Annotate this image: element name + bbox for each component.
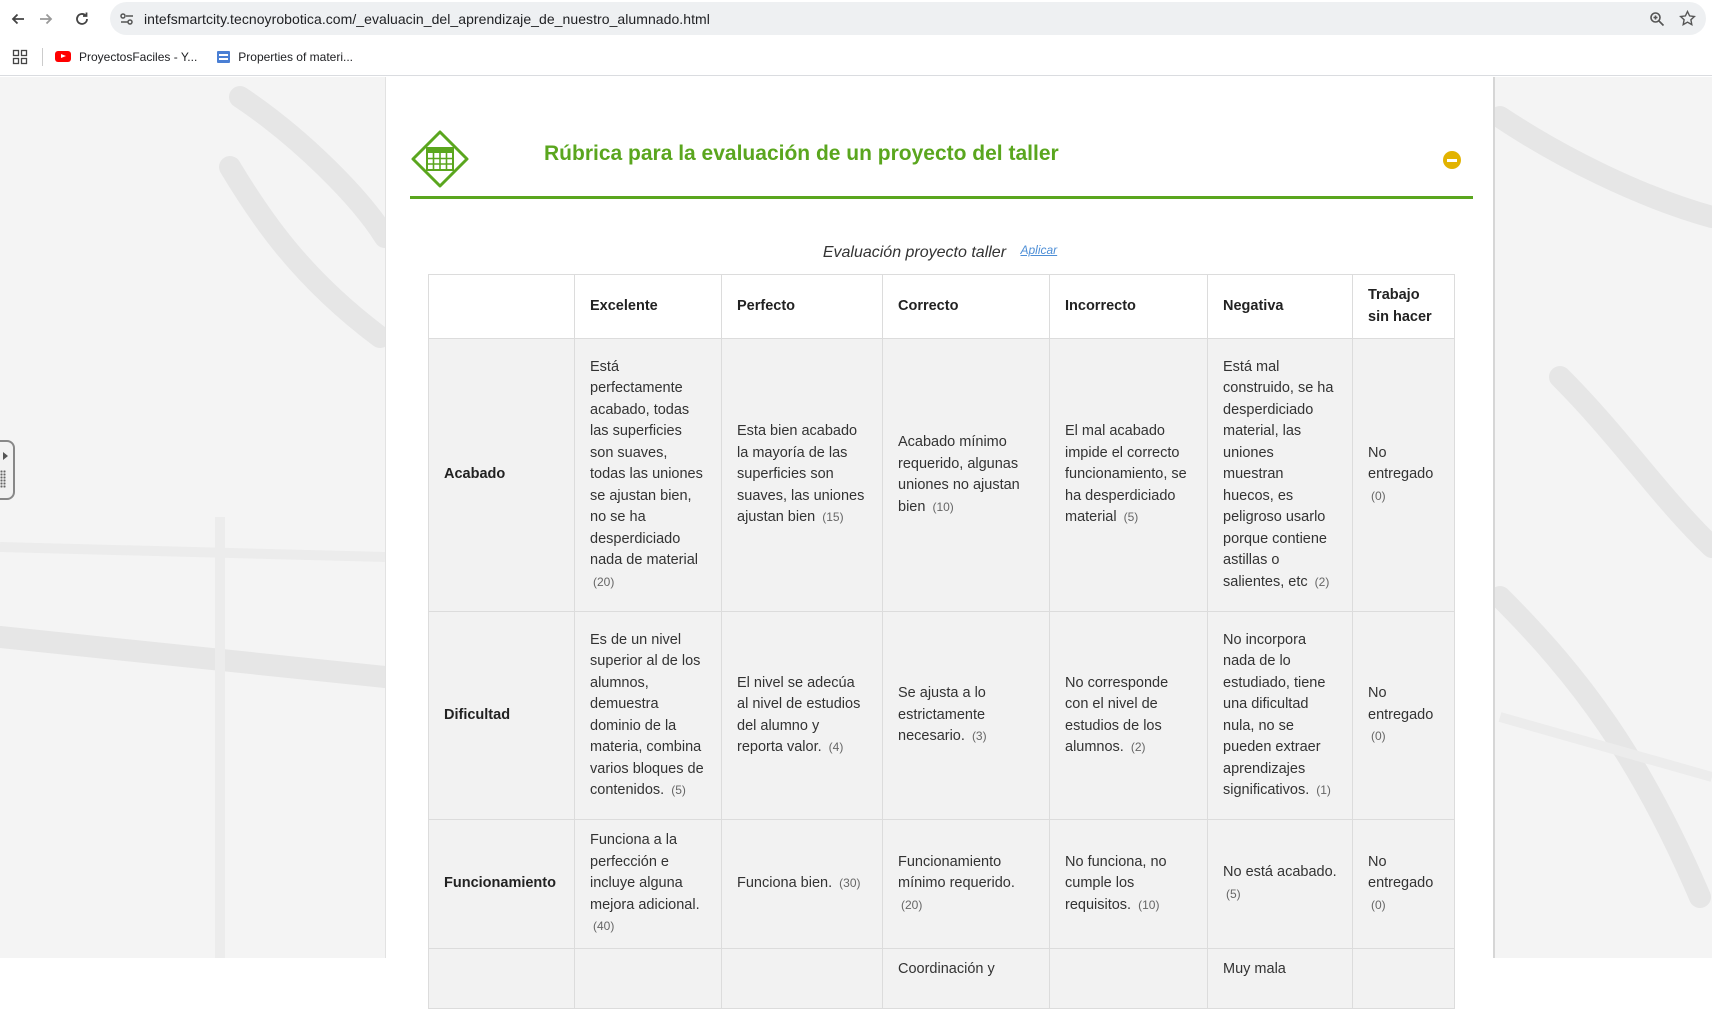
- cell-score: (40): [593, 919, 615, 933]
- apps-grid-icon: [13, 50, 27, 64]
- bookmarks-divider: [42, 48, 43, 66]
- cell-text: No está acabado.: [1223, 864, 1337, 881]
- forward-arrow-icon: [38, 11, 54, 27]
- cell-score: (0): [1371, 488, 1386, 503]
- youtube-icon: [55, 51, 71, 62]
- cell-text: Coordinación y: [898, 960, 995, 977]
- document-icon: [217, 51, 230, 63]
- table-header-row: [429, 275, 1455, 339]
- cell-score: (2): [1130, 740, 1146, 754]
- cell-text: Es de un nivel superior al de los alumnos, demuestra dominio de la materia, combina varios bloques de contenidos.: [590, 631, 704, 798]
- cell-text: El mal acabado impide el correcto funcionamiento, se ha desperdiciado material: [1065, 423, 1187, 526]
- cell-score: (4): [828, 740, 844, 754]
- column-header: Correcto: [883, 275, 1050, 339]
- grip-icon: [0, 470, 6, 488]
- zoom-icon[interactable]: [1649, 11, 1665, 27]
- column-header: Trabajo sin hacer: [1353, 275, 1455, 339]
- rubric-cell: [1208, 820, 1353, 949]
- rubric-cell: [722, 612, 883, 820]
- bookmark-label: ProyectosFaciles - Y...: [79, 49, 198, 64]
- bookmark-proyectosfaciles[interactable]: [55, 50, 197, 64]
- cell-score: (20): [901, 897, 923, 912]
- forward-button[interactable]: [28, 1, 64, 37]
- side-panel-handle[interactable]: [0, 440, 15, 500]
- cell-text: Se ajusta a lo estrictamente necesario.: [898, 685, 986, 745]
- cell-score: (10): [1138, 897, 1160, 912]
- cell-score: (10): [932, 499, 954, 514]
- apply-link[interactable]: Aplicar: [1020, 243, 1058, 257]
- rubric-cell: [722, 820, 883, 949]
- rubric-cell: [575, 339, 722, 612]
- site-info-button[interactable]: [110, 2, 144, 35]
- rubric-cell: [1353, 820, 1455, 949]
- rubric-caption-text: Evaluación proyecto taller: [822, 244, 1007, 261]
- reload-button[interactable]: [64, 1, 100, 37]
- cell-text: No incorpora nada de lo estudiado, tiene una dificultad nula, no se pueden extraer aprendizajes significativos.: [1223, 631, 1326, 798]
- cell-text: Muy mala: [1223, 960, 1286, 977]
- cell-score: (2): [1314, 574, 1330, 589]
- cell-score: (5): [671, 783, 686, 797]
- cell-text: No entregado: [1368, 685, 1434, 723]
- column-header: Negativa: [1208, 275, 1353, 339]
- section-title: Rúbrica para la evaluación de un proyecto del taller: [544, 142, 1059, 165]
- column-header: Incorrecto: [1050, 275, 1208, 339]
- cell-text: El nivel se adecúa al nivel de estudios del alumno y reporta valor.: [737, 674, 861, 755]
- rubric-cell: [1208, 612, 1353, 820]
- rubric-cell: [1050, 948, 1208, 1008]
- rubric-cell: [883, 948, 1050, 1008]
- rubric-cell: [1208, 339, 1353, 612]
- expand-arrow-icon: [3, 452, 8, 460]
- cell-text: No entregado: [1368, 444, 1434, 483]
- bookmark-label: Properties of materi...: [238, 49, 353, 64]
- cell-text: No funciona, no cumple los requisitos.: [1065, 853, 1167, 913]
- url-text[interactable]: intefsmartcity.tecnoyrobotica.com/_evaluacin_del_aprendizaje_de_nuestro_alumnado.html: [144, 10, 710, 27]
- address-bar[interactable]: [110, 2, 1706, 35]
- column-header: Perfecto: [722, 275, 883, 339]
- main-content: [385, 77, 1493, 977]
- cell-score: (0): [1371, 729, 1386, 744]
- rubric-cell: [1353, 612, 1455, 820]
- column-header: [429, 275, 575, 339]
- cell-text: No entregado: [1368, 853, 1434, 891]
- rubric-cell: [1050, 820, 1208, 949]
- bookmark-properties-of-materials[interactable]: [217, 50, 353, 64]
- page-background: [0, 77, 1712, 977]
- rubric-cell: [1353, 339, 1455, 612]
- cell-text: Está perfectamente acabado, todas las superficies son suaves, todas las uniones se ajustan bien, no se ha desperdiciado nada de material: [590, 358, 703, 569]
- cell-score: (1): [1316, 783, 1331, 797]
- reload-icon: [74, 11, 90, 27]
- cell-text: Está mal construido, se ha desperdiciado material, las uniones muestran huecos, es peligroso usarlo porque contiene astillas o salientes, etc: [1223, 358, 1334, 590]
- rubric-cell: [575, 820, 722, 949]
- table-row: [429, 948, 1455, 1008]
- cell-text: Acabado mínimo requerido, algunas uniones no ajustan bien: [898, 434, 1020, 515]
- calendar-table-icon: [410, 129, 470, 189]
- rubric-cell: [575, 612, 722, 820]
- criterion-label: Funcionamiento: [429, 820, 575, 949]
- table-row: [429, 820, 1455, 949]
- cell-text: Funciona a la perfección e incluye alguna mejora adicional.: [590, 832, 700, 913]
- cell-score: (20): [593, 574, 615, 589]
- cell-score: (15): [822, 510, 844, 525]
- bookmarks-bar: [0, 38, 1712, 76]
- table-row: [429, 339, 1455, 612]
- cell-score: (5): [1123, 510, 1139, 525]
- collapse-button[interactable]: [1443, 151, 1461, 169]
- column-header: Excelente: [575, 275, 722, 339]
- back-arrow-icon: [10, 11, 26, 27]
- rubric-cell: [1050, 612, 1208, 820]
- cell-score: (30): [839, 876, 861, 890]
- rubric-cell: [1208, 948, 1353, 1008]
- browser-toolbar: [0, 0, 1712, 38]
- cell-score: (5): [1226, 886, 1241, 901]
- tune-icon: [119, 12, 135, 26]
- criterion-label: [429, 948, 575, 1008]
- rubric-cell: [575, 948, 722, 1008]
- rubric-cell: [1353, 948, 1455, 1008]
- cell-text: No corresponde con el nivel de estudios de los alumnos.: [1065, 674, 1169, 755]
- rubric-cell: [1050, 339, 1208, 612]
- table-row: [429, 612, 1455, 820]
- rubric-cell: [883, 820, 1050, 949]
- cell-text: Funcionamiento mínimo requerido.: [898, 853, 1015, 891]
- rubric-caption: [386, 244, 1494, 262]
- rubric-cell: [722, 339, 883, 612]
- rubric-cell: [883, 339, 1050, 612]
- cell-text: Funciona bien.: [737, 875, 833, 891]
- rubric-cell: [883, 612, 1050, 820]
- cell-score: (3): [971, 729, 987, 744]
- apps-button[interactable]: [6, 50, 34, 64]
- criterion-label: Dificultad: [429, 612, 575, 820]
- bookmark-star-icon[interactable]: [1679, 10, 1696, 27]
- rubric-cell: [722, 948, 883, 1008]
- section-header: [410, 129, 1473, 199]
- cell-score: (0): [1371, 897, 1386, 912]
- criterion-label: Acabado: [429, 339, 575, 612]
- cell-text: Esta bien acabado la mayoría de las superficies son suaves, las uniones ajustan bien: [737, 423, 865, 526]
- rubric-table: [428, 274, 1455, 1009]
